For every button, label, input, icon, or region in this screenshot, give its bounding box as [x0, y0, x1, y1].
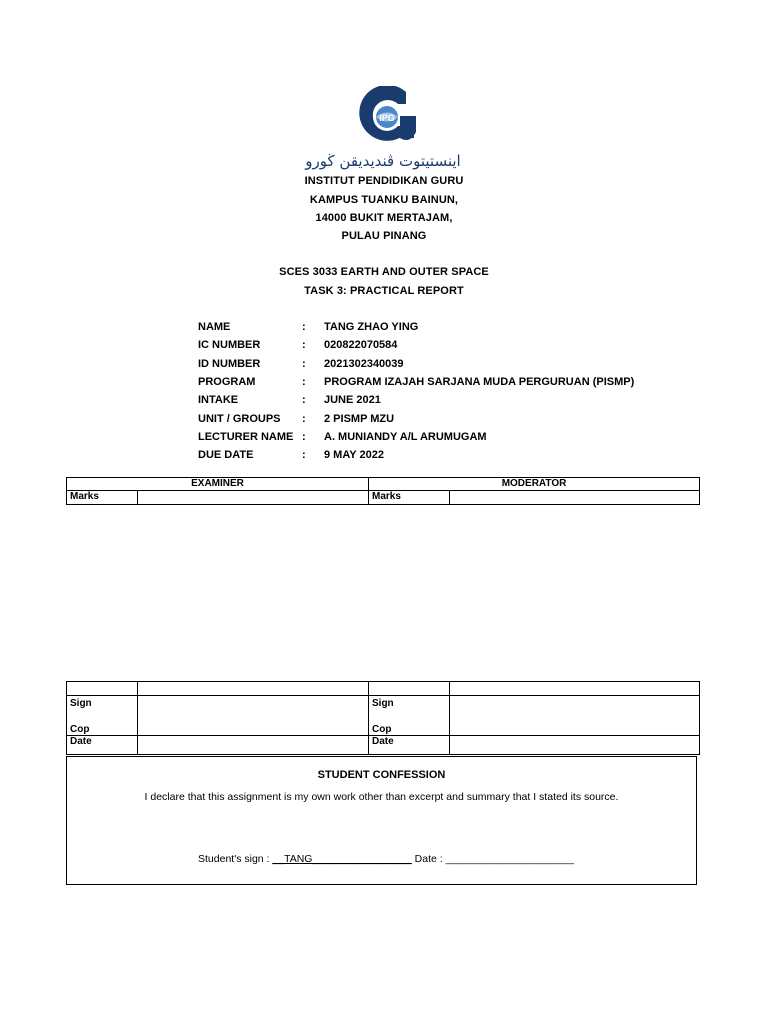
info-row-program	[0, 376, 768, 392]
info-label: IC NUMBER	[198, 339, 261, 351]
info-colon: :	[302, 449, 306, 461]
logo-text: IPG	[379, 113, 395, 123]
moderator-cop-label: Cop	[372, 724, 392, 735]
info-row-name	[0, 321, 768, 337]
moderator-marks-field[interactable]	[450, 491, 700, 505]
info-label: LECTURER NAME	[198, 431, 294, 443]
marks-table	[66, 477, 700, 505]
info-row-unit-groups	[0, 413, 768, 429]
info-colon: :	[302, 358, 306, 370]
moderator-sign-cop-label	[369, 696, 450, 736]
sign-table-blank-cell	[67, 682, 138, 696]
examiner-marks-label: Marks	[67, 491, 138, 505]
task-title: TASK 3: PRACTICAL REPORT	[304, 285, 464, 297]
info-value: TANG ZHAO YING	[324, 321, 419, 333]
examiner-date-label: Date	[67, 736, 138, 755]
info-value: A. MUNIANDY A/L ARUMUGAM	[324, 431, 487, 443]
examiner-header: EXAMINER	[67, 478, 369, 491]
course-title: SCES 3033 EARTH AND OUTER SPACE	[279, 266, 489, 278]
campus-name: KAMPUS TUANKU BAINUN,	[309, 194, 459, 206]
info-value: 2021302340039	[324, 358, 404, 370]
moderator-header: MODERATOR	[369, 478, 700, 491]
examiner-cop-label: Cop	[70, 724, 90, 735]
moderator-date-field[interactable]	[450, 736, 700, 755]
info-label: INTAKE	[198, 394, 239, 406]
info-row-due-date	[0, 449, 768, 465]
confession-title: STUDENT CONFESSION	[317, 769, 446, 781]
info-colon: :	[302, 431, 306, 443]
student-sign-value[interactable]: __TANG_________________	[272, 853, 412, 865]
info-row-id-number	[0, 358, 768, 374]
info-label: UNIT / GROUPS	[198, 413, 281, 425]
info-value: JUNE 2021	[324, 394, 381, 406]
moderator-sign-field[interactable]	[450, 696, 700, 736]
info-colon: :	[302, 394, 306, 406]
state-name: PULAU PINANG	[341, 230, 427, 242]
student-confession-box	[66, 756, 697, 885]
info-label: PROGRAM	[198, 376, 256, 388]
info-value: PROGRAM IZAJAH SARJANA MUDA PERGURUAN (PISMP)	[324, 376, 635, 388]
info-row-ic-number	[0, 339, 768, 355]
info-colon: :	[302, 413, 306, 425]
moderator-date-label: Date	[369, 736, 450, 755]
info-value: 9 MAY 2022	[324, 449, 384, 461]
info-row-intake	[0, 394, 768, 410]
examiner-marks-field[interactable]	[138, 491, 369, 505]
sign-table-blank-cell	[369, 682, 450, 696]
student-sign-label: Student's sign :	[198, 853, 273, 865]
info-value: 020822070584	[324, 339, 398, 351]
moderator-marks-label: Marks	[369, 491, 450, 505]
info-colon: :	[302, 321, 306, 333]
examiner-date-field[interactable]	[138, 736, 369, 755]
date-value[interactable]: ______________________	[445, 853, 575, 865]
ipg-logo	[354, 86, 420, 148]
examiner-sign-cop-label	[67, 696, 138, 736]
info-colon: :	[302, 339, 306, 351]
info-label: DUE DATE	[198, 449, 254, 461]
info-label: ID NUMBER	[198, 358, 261, 370]
moderator-sign-label: Sign	[372, 698, 394, 709]
sign-table-blank-cell	[450, 682, 700, 696]
date-label: Date :	[411, 853, 446, 865]
postcode-city: 14000 BUKIT MERTAJAM,	[315, 212, 453, 224]
student-sign-line	[198, 853, 574, 865]
info-value: 2 PISMP MZU	[324, 413, 395, 425]
confession-statement: I declare that this assignment is my own work other than excerpt and summary that I stated its source.	[144, 791, 619, 803]
info-label: NAME	[198, 321, 231, 333]
info-row-lecturer-name	[0, 431, 768, 447]
sign-table-blank-cell	[138, 682, 369, 696]
examiner-sign-label: Sign	[70, 698, 92, 709]
sign-table	[66, 681, 700, 755]
jawi-tagline: اينستيتوت ڤنديديقن ڬورو	[305, 152, 461, 170]
examiner-sign-field[interactable]	[138, 696, 369, 736]
institute-name: INSTITUT PENDIDIKAN GURU	[304, 175, 464, 187]
info-colon: :	[302, 376, 306, 388]
